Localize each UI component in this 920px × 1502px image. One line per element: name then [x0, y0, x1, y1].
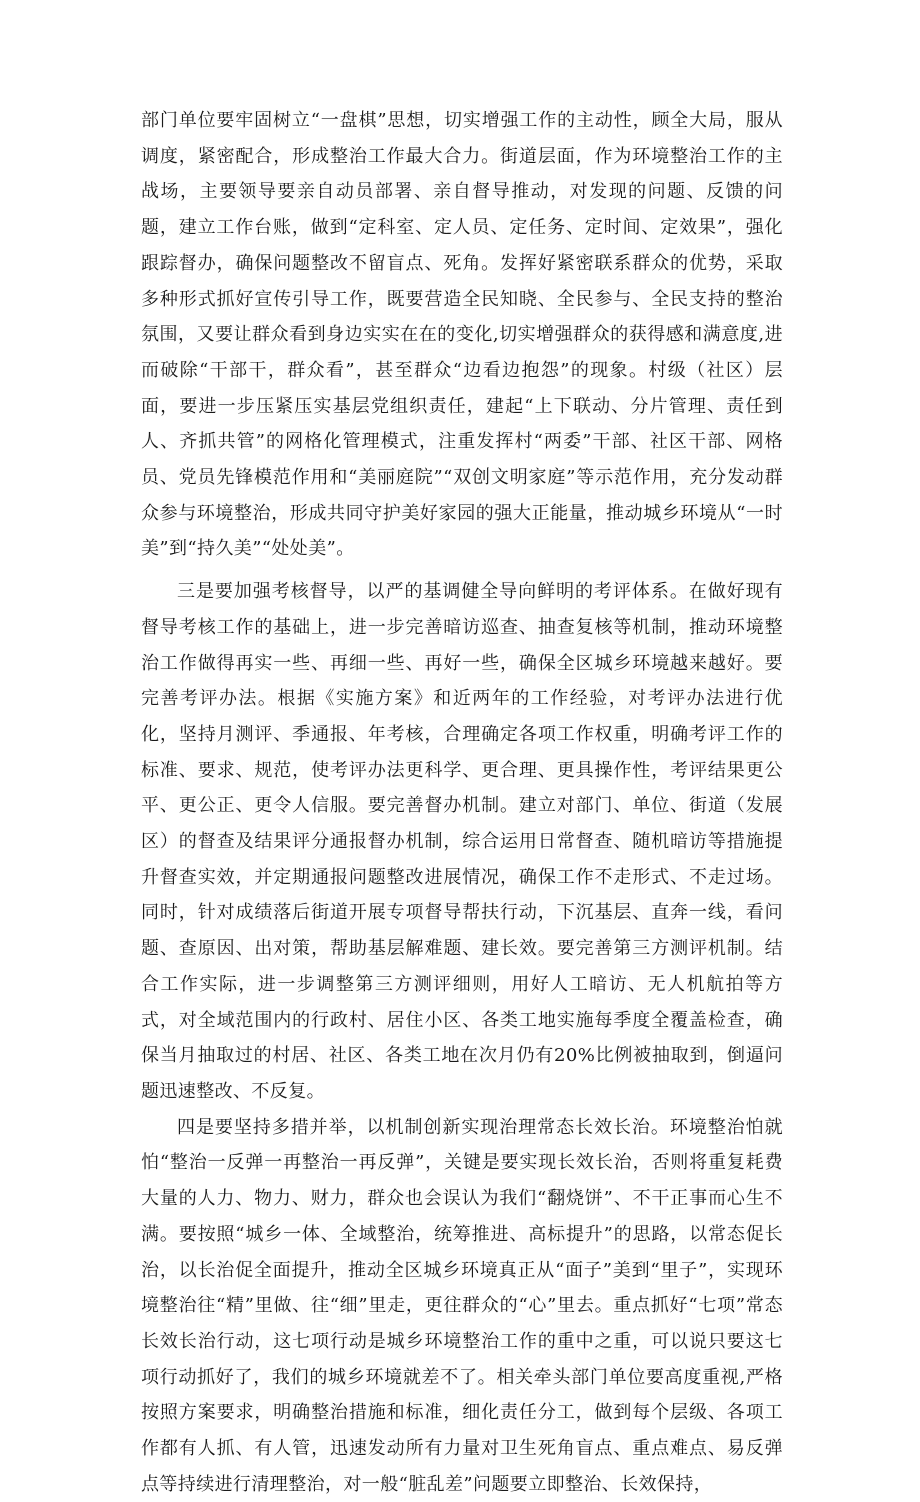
paragraph-3: 四是要坚持多措并举，以机制创新实现治理常态长效长治。环境整治怕就怕“整治一反弹一再整治一再反弹”，关键是要实现长效长治，否则将重复耗费大量的人力、物力、财力，群众也会误认为我们“翻烧饼”、不干正事而心生不满。要按照“城乡一体、全域整治，统筹推进、高标提升”的思路，以常态促长治，以长治促全面提升，推动全区城乡环境真正从“面子”美到“里子”，实现环境整治往“精”里做、往“细”里走，更往群众的“心”里去。重点抓好“七项”常态长效长治行动，这七项行动是城乡环境整治工作的重中之重，可以说只要这七项行动抓好了，我们的城乡环境就差不了。相关牵头部门单位要高度重视,严格按照方案要求，明确整治措施和标准，细化责任分工，做到每个层级、各项工作都有人抓、有人管，迅速发动所有力量对卫生死角盲点、重点难点、易反弹点等持续进行清理整治，对一般“脏乱差”问题要立即整治、长效保持，	[141, 1116, 783, 1495]
paragraph-1: 部门单位要牢固树立“一盘棋”思想，切实增强工作的主动性，顾全大局，服从调度，紧密配合，形成整治工作最大合力。街道层面，作为环境整治工作的主战场，主要领导要亲自动员部署、亲自督导推动，对发现的问题、反馈的问题，建立工作台账，做到“定科室、定人员、定任务、定时间、定效果”，强化跟踪督办，确保问题整改不留盲点、死角。发挥好紧密联系群众的优势，采取多种形式抓好宣传引导工作，既要营造全民知晓、全民参与、全民支持的整治氛围，又要让群众看到身边实实在在的变化,切实增强群众的获得感和满意度,进而破除“干部干，群众看”，甚至群众“边看边抱怨”的现象。村级（社区）层面，要进一步压紧压实基层党组织责任，建起“上下联动、分片管理、责任到人、齐抓共管”的网格化管理模式，注重发挥村“两委”干部、社区干部、网格员、党员先锋模范作用和“美丽庭院”“双创文明家庭”等示范作用，充分发动群众参与环境整治，形成共同守护美好家园的强大正能量，推动城乡环境从“一时美”到“持久美”“处处美”。	[141, 110, 783, 560]
document-body	[141, 103, 783, 1502]
paragraph-2: 三是要加强考核督导，以严的基调健全导向鲜明的考评体系。在做好现有督导考核工作的基础上，进一步完善暗访巡查、抽查复核等机制，推动环境整治工作做得再实一些、再细一些、再好一些，确保全区城乡环境越来越好。要完善考评办法。根据《实施方案》和近两年的工作经验，对考评办法进行优化，坚持月测评、季通报、年考核，合理确定各项工作权重，明确考评工作的标准、要求、规范，使考评办法更科学、更合理、更具操作性，考评结果更公平、更公正、更令人信服。要完善督办机制。建立对部门、单位、街道（发展区）的督查及结果评分通报督办机制，综合运用日常督查、随机暗访等措施提升督查实效，并定期通报问题整改进展情况，确保工作不走形式、不走过场。同时，针对成绩落后街道开展专项督导帮扶行动，下沉基层、直奔一线，看问题、查原因、出对策，帮助基层解难题、建长效。要完善第三方测评机制。结合工作实际，进一步调整第三方测评细则，用好人工暗访、无人机航拍等方式，对全域范围内的行政村、居住小区、各类工地实施每季度全覆盖检查，确保当月抽取过的村居、社区、各类工地在次月仍有20%比例被抽取到，倒逼问题迅速整改、不反复。	[141, 581, 783, 1102]
